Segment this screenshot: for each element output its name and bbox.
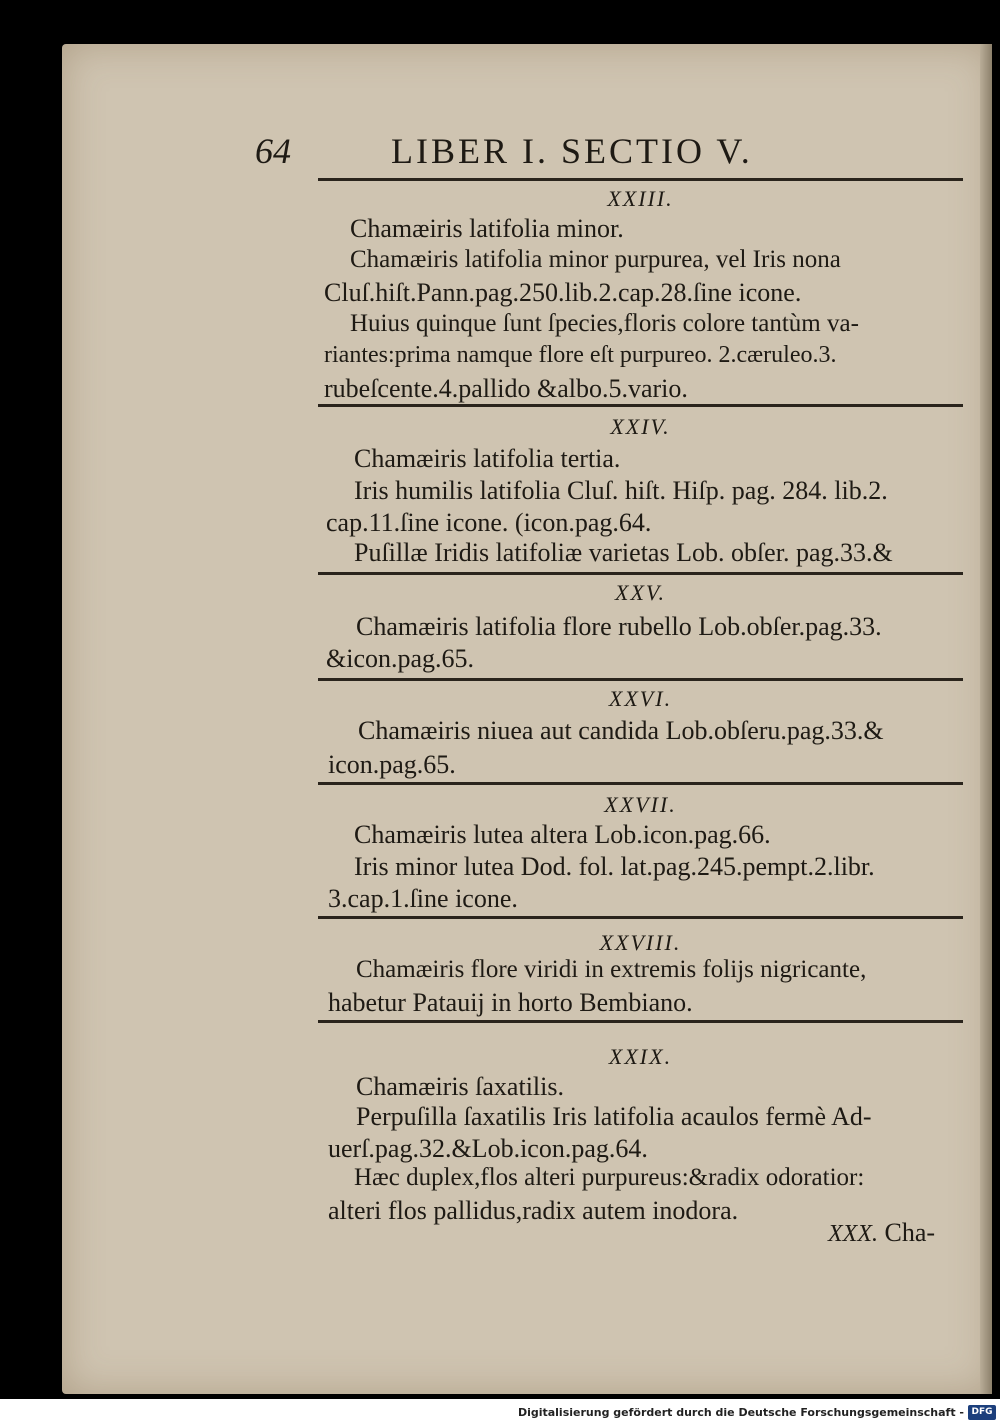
entry-text-line: Chamæiris latifolia minor. bbox=[350, 214, 624, 243]
entry-numeral: XXIX. bbox=[608, 1044, 673, 1069]
entry-text-line: Chamæiris latifolia tertia. bbox=[354, 444, 621, 473]
entry-rule bbox=[318, 1020, 963, 1023]
entry-numeral: XXIV. bbox=[610, 414, 671, 439]
entry-numeral: XXV. bbox=[615, 580, 666, 605]
entry-text-line: Chamæiris flore viridi in extremis folijs nigricante, bbox=[356, 956, 867, 983]
footer-bar bbox=[0, 1399, 1000, 1423]
entry-text-line: &icon.pag.65. bbox=[326, 644, 475, 673]
entry-text-line: Puſillæ Iridis latifoliæ varietas Lob. obſer. pag.33.& bbox=[354, 538, 893, 567]
page-number: 64 bbox=[255, 131, 291, 171]
entry-text-line: Chamæiris lutea altera Lob.icon.pag.66. bbox=[354, 820, 771, 849]
entry-text-line: uerſ.pag.32.&Lob.icon.pag.64. bbox=[328, 1134, 648, 1163]
entry-text-line: Chamæiris ſaxatilis. bbox=[356, 1072, 564, 1101]
entry-text-line: Chamæiris latifolia minor purpurea, vel Iris nona bbox=[350, 246, 841, 273]
entry-text-line: icon.pag.65. bbox=[328, 750, 456, 779]
entry-text-line: Iris minor lutea Dod. fol. lat.pag.245.pempt.2.libr. bbox=[354, 852, 875, 881]
entry-text-line: alteri flos pallidus,radix autem inodora. bbox=[328, 1196, 739, 1225]
entry-text-line: Chamæiris latifolia flore rubello Lob.obſer.pag.33. bbox=[356, 612, 882, 641]
entry-text-line: riantes:prima namque flore eſt purpureo. 2.cæruleo.3. bbox=[324, 342, 837, 368]
entry-numeral: XXVII. bbox=[604, 792, 677, 817]
entry-rule bbox=[318, 404, 963, 407]
entry-text-line: 3.cap.1.ſine icone. bbox=[328, 884, 518, 913]
footer-credit: Digitalisierung gefördert durch die Deutsche Forschungsgemeinschaft - bbox=[517, 1406, 964, 1419]
running-title: LIBER I. SECTIO V. bbox=[391, 131, 753, 171]
entry-rule bbox=[318, 916, 963, 919]
entry-numeral: XXIII. bbox=[607, 186, 674, 211]
entry-text-line: Huius quinque ſunt ſpecies,floris colore tantùm va- bbox=[350, 310, 859, 337]
entry-text-line: cap.11.ſine icone. (icon.pag.64. bbox=[326, 508, 652, 537]
entry-numeral: XXVI. bbox=[608, 686, 673, 711]
dfg-logo: DFG bbox=[968, 1405, 996, 1420]
catchword-text: Cha- bbox=[884, 1218, 936, 1247]
catchword-numeral: XXX. bbox=[828, 1221, 878, 1247]
entry-text-line: Cluſ.hiſt.Pann.pag.250.lib.2.cap.28.ſine icone. bbox=[324, 278, 802, 307]
entry-rule bbox=[318, 782, 963, 785]
entry-text-line: rubeſcente.4.pallido &albo.5.vario. bbox=[324, 374, 688, 403]
entry-text-line: habetur Patauij in horto Bembiano. bbox=[328, 988, 693, 1017]
entry-text-line: Iris humilis latifolia Cluſ. hiſt. Hiſp. pag. 284. lib.2. bbox=[354, 476, 888, 505]
entry-numeral: XXVIII. bbox=[599, 930, 682, 955]
page-header bbox=[255, 126, 875, 176]
entry-rule bbox=[318, 678, 963, 681]
catchword bbox=[828, 1218, 935, 1248]
header-rule bbox=[318, 178, 963, 181]
entry-rule bbox=[318, 572, 963, 575]
entry-text-line: Hæc duplex,flos alteri purpureus:&radix odoratior: bbox=[354, 1164, 865, 1191]
page-edge bbox=[980, 44, 992, 1394]
entry-text-line: Chamæiris niuea aut candida Lob.obſeru.pag.33.& bbox=[358, 716, 884, 745]
entry-text-line: Perpuſilla ſaxatilis Iris latifolia acaulos fermè Ad- bbox=[356, 1102, 872, 1131]
